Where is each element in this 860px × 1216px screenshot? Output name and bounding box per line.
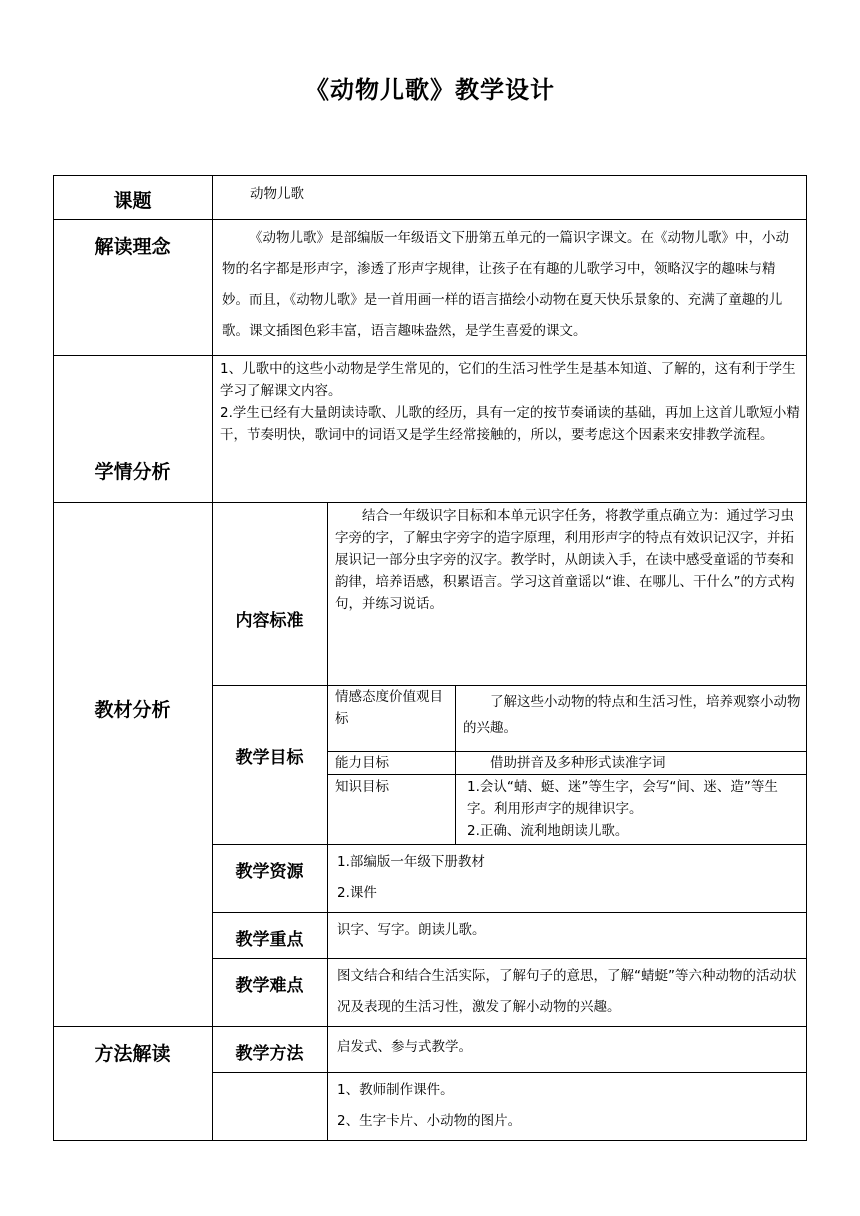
topic-value: 动物儿歌 <box>250 186 304 202</box>
student-paragraph-1: 1、儿歌中的这些小动物是学生常见的，它们的生活习性学生是基本知道、了解的，这有利于学生学习了解课文内容。 <box>220 361 796 399</box>
prep-text <box>337 1075 801 1137</box>
document-title: 《动物儿歌》教学设计 <box>305 76 555 104</box>
resource-item-1: 1.部编版一年级下册教材 <box>337 854 485 870</box>
key-points-label: 教学重点 <box>235 930 304 950</box>
resources-label: 教学资源 <box>235 862 304 882</box>
subrow-divider <box>212 1072 807 1073</box>
difficulties-label: 教学难点 <box>235 976 304 996</box>
goal-ability-label: 能力目标 <box>335 755 389 771</box>
row-divider <box>53 355 807 356</box>
key-points-text: 识字、写字。朗读儿歌。 <box>337 922 486 938</box>
concept-text: 《动物儿歌》是部编版一年级语文下册第五单元的一篇识字课文。在《动物儿歌》中，小动物的名字都是形声字，渗透了形声字规律，让孩子在有趣的儿歌学习中，领略汉字的趣味与精妙。而且，《动物儿歌》是一首用画一样的语言描绘小动物在夏天快乐景象的、充满了童趣的儿歌。课文插图色彩丰富，语言趣味盎然，是学生喜爱的课文。 <box>222 230 789 339</box>
goal-knowledge-2: 2.正确、流利地朗读儿歌。 <box>467 823 629 839</box>
student-label: 学情分析 <box>94 461 171 483</box>
resource-item-2: 2.课件 <box>337 885 377 901</box>
concept-label: 解读理念 <box>94 236 171 258</box>
goal-emotion-text: 了解这些小动物的特点和生活习性，培养观察小动物的兴趣。 <box>463 694 801 736</box>
table-border-top <box>53 175 807 176</box>
method-label: 方法解读 <box>94 1043 171 1065</box>
subrow-divider <box>212 912 807 913</box>
difficulties-text: 图文结合和结合生活实际，了解句子的意思，了解“蜻蜓”等六种动物的活动状况及表现的生活习性，激发了解小动物的兴趣。 <box>337 968 797 1015</box>
col-divider-main <box>212 175 213 1141</box>
goal-knowledge-text <box>467 776 801 842</box>
subrow-divider <box>212 844 807 845</box>
row-divider <box>53 219 807 220</box>
subrow-divider <box>212 958 807 959</box>
content-standard-label: 内容标准 <box>235 611 304 631</box>
teaching-method-text: 启发式、参与式教学。 <box>337 1039 472 1055</box>
goal-knowledge-label: 知识目标 <box>335 779 389 795</box>
content-standard-text: 结合一年级识字目标和本单元识字任务，将教学重点确立为：通过学习虫字旁的字，了解虫字旁字的造字原理，利用形声字的特点有效识记汉字，并拓展识记一部分虫字旁的汉字。教学时，从朗读入手，在读中感受童谣的节奏和韵律，培养语感，积累语言。学习这首童谣以“谁、在哪儿、干什么”的方式构句，并练习说话。 <box>335 508 795 612</box>
teaching-method-label: 教学方法 <box>235 1044 304 1064</box>
goals-label: 教学目标 <box>235 748 304 768</box>
prep-item-2: 2、生字卡片、小动物的图片。 <box>337 1113 522 1129</box>
goal-divider <box>327 774 807 775</box>
prep-item-1: 1、教师制作课件。 <box>337 1082 454 1098</box>
student-paragraph-2: 2.学生已经有大量朗读诗歌、儿歌的经历，具有一定的按节奏诵读的基础，再加上这首儿歌短小精干，节奏明快，歌词中的词语又是学生经常接触的，所以，要考虑这个因素来安排教学流程。 <box>220 405 800 443</box>
student-text <box>220 358 800 446</box>
col-divider-sub <box>327 502 328 1141</box>
goal-col-divider <box>455 685 456 845</box>
table-border-bottom <box>53 1140 807 1141</box>
resources-text <box>337 847 801 909</box>
table-border-left <box>53 175 54 1141</box>
goal-knowledge-1: 1.会认“蜻、蜓、迷”等生字，会写“间、迷、造”等生字。利用形声字的规律识字。 <box>467 779 778 817</box>
goal-ability-text: 借助拼音及多种形式读准字词 <box>490 755 666 771</box>
row-divider <box>53 1026 807 1027</box>
topic-label: 课题 <box>113 190 152 212</box>
table-border-right <box>806 175 807 1141</box>
goal-emotion-label: 情感态度价值观目标 <box>335 689 443 727</box>
subrow-divider <box>212 685 807 686</box>
material-label: 教材分析 <box>94 699 171 721</box>
row-divider <box>53 502 807 503</box>
